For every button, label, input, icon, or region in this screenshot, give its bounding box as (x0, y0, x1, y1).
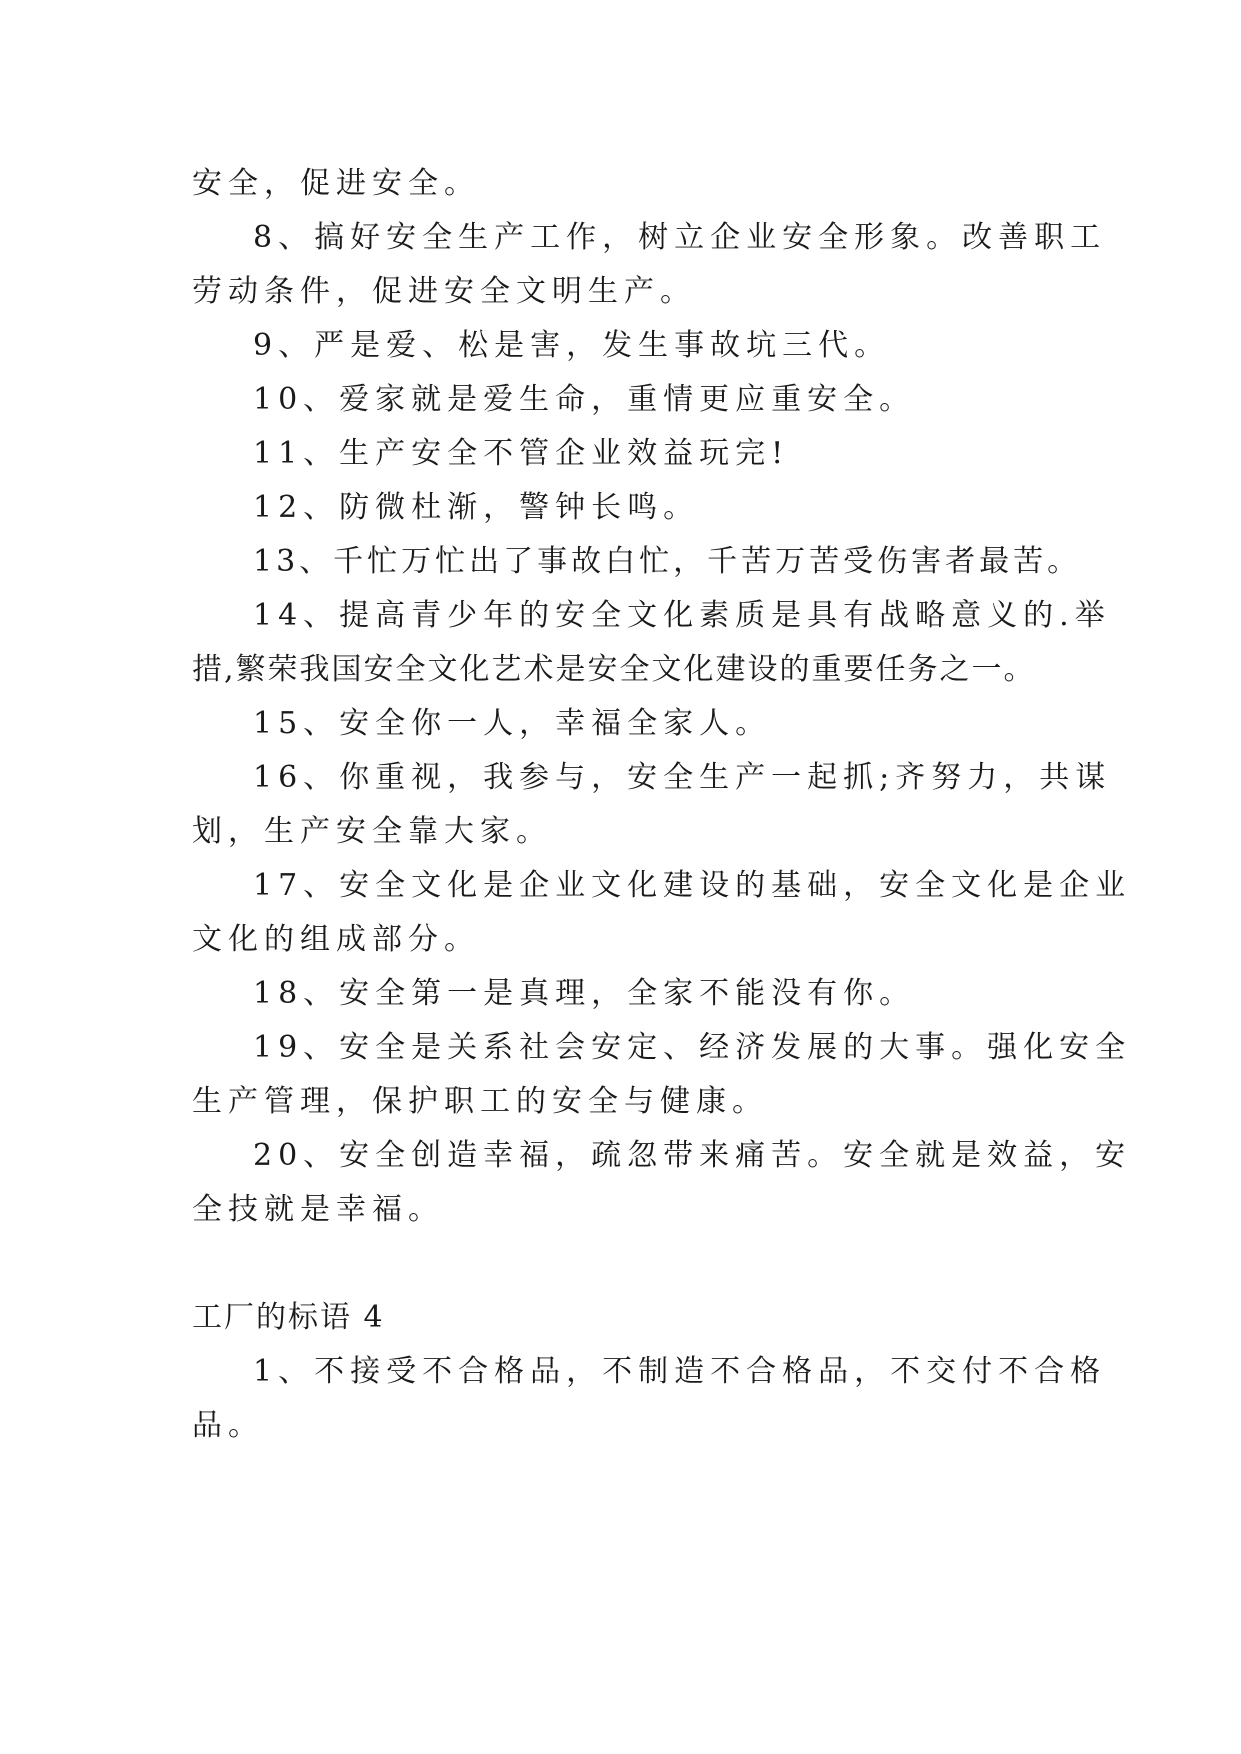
text-line: 劳动条件，促进安全文明生产。 (192, 274, 696, 309)
slogan-item: 10、爱家就是爱生命，重情更应重安全。 (253, 382, 916, 417)
slogan-item: 17、安全文化是企业文化建设的基础，安全文化是企业 (253, 868, 1132, 903)
text-line: 生产管理，保护职工的安全与健康。 (192, 1084, 768, 1119)
text-line: 划，生产安全靠大家。 (192, 814, 552, 849)
text-line: 全技就是幸福。 (192, 1192, 444, 1227)
slogan-item: 18、安全第一是真理，全家不能没有你。 (253, 976, 916, 1011)
slogan-item: 14、提高青少年的安全文化素质是具有战略意义的.举 (253, 598, 1111, 633)
slogan-item: 16、你重视，我参与，安全生产一起抓;齐努力，共谋 (253, 760, 1112, 795)
slogan-item: 11、生产安全不管企业效益玩完! (253, 436, 790, 471)
text-line: 安全，促进安全。 (192, 166, 480, 201)
slogan-item: 13、千忙万忙出了事故白忙，千苦万苦受伤害者最苦。 (253, 544, 1082, 579)
slogan-item: 8、搞好安全生产工作，树立企业安全形象。改善职工 (253, 220, 1107, 255)
text-line: 品。 (192, 1408, 264, 1443)
slogan-item: 19、安全是关系社会安定、经济发展的大事。强化安全 (253, 1030, 1132, 1065)
text-line: 措,繁荣我国安全文化艺术是安全文化建设的重要任务之一。 (192, 652, 1036, 687)
slogan-item: 1、不接受不合格品，不制造不合格品，不交付不合格 (253, 1354, 1107, 1389)
text-line: 文化的组成部分。 (192, 922, 480, 957)
slogan-item: 15、安全你一人，幸福全家人。 (253, 706, 772, 741)
section-heading: 工厂的标语 4 (192, 1300, 385, 1335)
slogan-item: 12、防微杜渐，警钟长鸣。 (253, 490, 700, 525)
slogan-item: 20、安全创造幸福，疏忽带来痛苦。安全就是效益，安 (253, 1138, 1132, 1173)
slogan-item: 9、严是爱、松是害，发生事故坑三代。 (253, 328, 891, 363)
